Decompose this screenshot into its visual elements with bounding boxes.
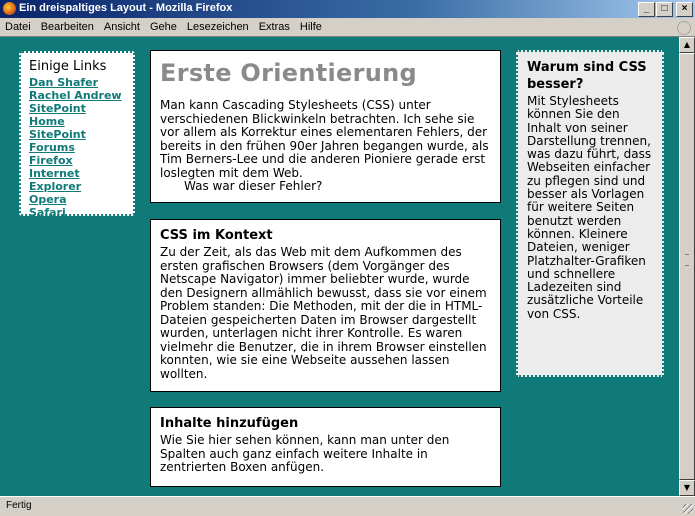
link-sitepoint-home[interactable]: SitePoint Home bbox=[29, 102, 86, 128]
section2-text: Zu der Zeit, als das Web mit dem Aufkommen des ersten grafischen Browsers (dem Vorgänger des Netscape Navigator) immer beliebter wurde, wurde den Designern allmählich bewusst, dass sie vor einem Problem standen: Die Methoden, mit der die in HTML-Dateien gespeicherten Daten im Browser dargestellt wurden, unterlagen nicht ihrer Kontrolle. Es waren vielmehr die Benutzer, die in ihrem Browser einstellen konnten, wie sie eine Webseite aussehen lassen wollten. bbox=[160, 245, 487, 381]
section1-text bbox=[160, 99, 491, 194]
vertical-scrollbar[interactable] bbox=[679, 37, 695, 496]
status-bar bbox=[0, 496, 695, 516]
section1-title: Erste Orientierung bbox=[160, 59, 418, 87]
menu-gehe[interactable]: Gehe bbox=[149, 21, 177, 33]
link-firefox[interactable]: Firefox bbox=[29, 154, 73, 167]
links-box bbox=[19, 51, 135, 219]
minimize-button[interactable]: _ bbox=[638, 2, 655, 17]
firefox-icon bbox=[3, 2, 16, 15]
scroll-thumb[interactable] bbox=[679, 53, 695, 480]
menu-lesezeichen[interactable]: Lesezeichen bbox=[186, 21, 249, 33]
scroll-down-button[interactable]: ▼ bbox=[679, 480, 695, 496]
section3-text: Wie Sie hier sehen können, kann man unter den Spalten auch ganz einfach weitere Inhalte in zentrierten Boxen anfügen. bbox=[160, 433, 450, 474]
link-opera[interactable]: Opera bbox=[29, 193, 67, 206]
menu-datei[interactable]: Datei bbox=[5, 21, 31, 33]
page-viewport bbox=[0, 37, 679, 496]
scroll-up-button[interactable]: ▲ bbox=[679, 37, 695, 53]
section1-paragraph: Man kann Cascading Stylesheets (CSS) unter verschiedenen Blickwinkeln betrachten. Ich sehe sie vor allem als Korrektur eines elementaren Fehlers, der bereits in den frühen 90er Jahren begangen wurde, als Tim Berners-Lee und die anderen Pioniere gerade erst loslegten mit dem Web. bbox=[160, 98, 489, 180]
section-inhalte-hinzufuegen bbox=[150, 407, 501, 487]
menu-hilfe[interactable]: Hilfe bbox=[299, 21, 322, 33]
link-sitepoint-forums-1[interactable]: SitePoint bbox=[29, 128, 86, 141]
section2-title: CSS im Kontext bbox=[160, 228, 273, 243]
section1-question: Was war dieser Fehler? bbox=[184, 179, 323, 193]
resize-grip-icon[interactable] bbox=[683, 504, 693, 514]
maximize-button[interactable]: □ bbox=[656, 2, 673, 17]
scroll-grip-icon bbox=[685, 254, 689, 266]
window-controls bbox=[637, 2, 693, 16]
menu-bearbeiten[interactable]: Bearbeiten bbox=[40, 21, 94, 33]
section3-title: Inhalte hinzufügen bbox=[160, 416, 299, 431]
menu-ansicht[interactable]: Ansicht bbox=[103, 21, 140, 33]
title-bar[interactable] bbox=[0, 0, 695, 18]
throbber-icon bbox=[677, 21, 691, 35]
link-dan-shafer[interactable]: Dan Shafer bbox=[29, 76, 99, 89]
menu-bar bbox=[0, 18, 695, 37]
link-internet-explorer-1[interactable]: Internet bbox=[29, 167, 80, 180]
close-button[interactable]: × bbox=[676, 2, 693, 17]
link-sitepoint-forums-2[interactable]: Forums bbox=[29, 141, 75, 154]
sidebar-box bbox=[516, 50, 664, 377]
section-css-im-kontext bbox=[150, 219, 501, 392]
link-internet-explorer-2[interactable]: Explorer bbox=[29, 180, 82, 193]
status-text: Fertig bbox=[6, 500, 32, 511]
sidebar-text: Mit Stylesheets können Sie den Inhalt von seiner Darstellung trennen, was dazu führt, dass Webseiten einfacher zu pflegen sind und besser als Vorlagen für weitere Seiten benutzt werden können. Kleinere Dateien, weniger Platzhalter-Grafiken und schnellere Ladezeiten sind zusätzliche Vorteile von CSS. bbox=[527, 94, 652, 321]
sidebar-title: Warum sind CSS besser? bbox=[527, 60, 647, 92]
links-heading: Einige Links bbox=[29, 59, 107, 74]
link-rachel-andrew[interactable]: Rachel Andrew bbox=[29, 89, 122, 102]
window-title: Ein dreispaltiges Layout - Mozilla Firefox bbox=[19, 2, 233, 14]
link-safari[interactable]: Safari bbox=[29, 206, 66, 219]
menu-extras[interactable]: Extras bbox=[258, 21, 290, 33]
section-erste-orientierung bbox=[150, 50, 501, 203]
